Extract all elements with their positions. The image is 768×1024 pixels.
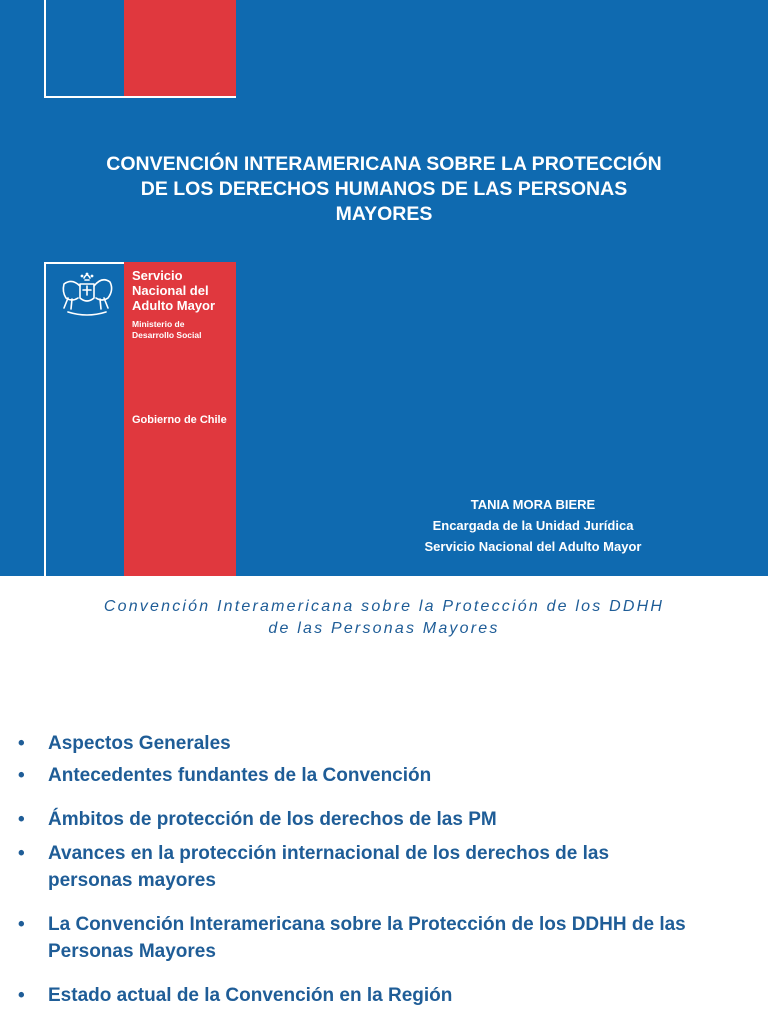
logo-ministry-line: Desarrollo Social bbox=[132, 330, 202, 340]
agenda-item bbox=[18, 840, 688, 894]
slide-title bbox=[40, 152, 728, 227]
bullet-icon: • bbox=[18, 914, 25, 935]
presenter-organization: Servicio Nacional del Adulto Mayor bbox=[424, 539, 642, 554]
agenda-item bbox=[18, 911, 738, 965]
agenda-item bbox=[18, 806, 718, 833]
logo-white-stripe-horizontal bbox=[44, 262, 124, 264]
bullet-icon: • bbox=[18, 733, 25, 754]
agenda-slide-header-line: Convención Interamericana sobre la Protección de los DDHH bbox=[103, 598, 665, 615]
logo-government: Gobierno de Chile bbox=[132, 414, 227, 426]
flag-white-stripe-horizontal bbox=[44, 96, 236, 98]
bullet-icon: • bbox=[18, 809, 25, 830]
logo-service-name-line: Servicio bbox=[132, 268, 183, 283]
presenter-role: Encargada de la Unidad Jurídica bbox=[432, 518, 634, 533]
presenter-block bbox=[400, 494, 666, 557]
logo-service-name-line: Adulto Mayor bbox=[132, 298, 216, 313]
slide-title-line: DE LOS DERECHOS HUMANOS DE LAS PERSONAS bbox=[140, 178, 628, 200]
bullet-icon: • bbox=[18, 985, 25, 1006]
agenda-item-text: Antecedentes fundantes de la Convención bbox=[48, 765, 432, 786]
slide-title-line: CONVENCIÓN INTERAMERICANA SOBRE LA PROTECCIÓN bbox=[106, 153, 662, 175]
agenda-item-text: Avances en la protección internacional de los derechos de las personas mayores bbox=[48, 843, 610, 891]
logo-ministry bbox=[132, 319, 232, 341]
flag-white-stripe-vertical bbox=[44, 0, 46, 98]
logo-white-stripe-vertical bbox=[44, 262, 46, 576]
bullet-icon: • bbox=[18, 765, 25, 786]
coat-of-arms-icon bbox=[54, 268, 120, 318]
agenda-item bbox=[18, 762, 718, 789]
agenda-list bbox=[18, 730, 718, 1009]
agenda-item-text: Aspectos Generales bbox=[48, 733, 231, 754]
logo-service-name-line: Nacional del bbox=[132, 283, 209, 298]
agenda-slide-header-line: de las Personas Mayores bbox=[268, 620, 500, 637]
agenda-item bbox=[18, 730, 718, 757]
agenda-item bbox=[18, 982, 718, 1009]
bullet-icon: • bbox=[18, 843, 25, 864]
agenda-item-text: La Convención Interamericana sobre la Protección de los DDHH de las Personas Mayores bbox=[48, 914, 686, 962]
agenda-item-text: Ámbitos de protección de los derechos de las PM bbox=[48, 809, 497, 830]
presenter-name: TANIA MORA BIERE bbox=[470, 497, 596, 512]
agenda-item-text: Estado actual de la Convención en la Región bbox=[48, 985, 453, 1006]
agenda-slide-header bbox=[0, 596, 768, 640]
logo-ministry-line: Ministerio de bbox=[132, 319, 185, 329]
flag-red-block bbox=[124, 0, 236, 96]
logo-service-name bbox=[132, 268, 232, 313]
slide-title-line: MAYORES bbox=[335, 203, 433, 225]
logo-text bbox=[132, 268, 232, 341]
